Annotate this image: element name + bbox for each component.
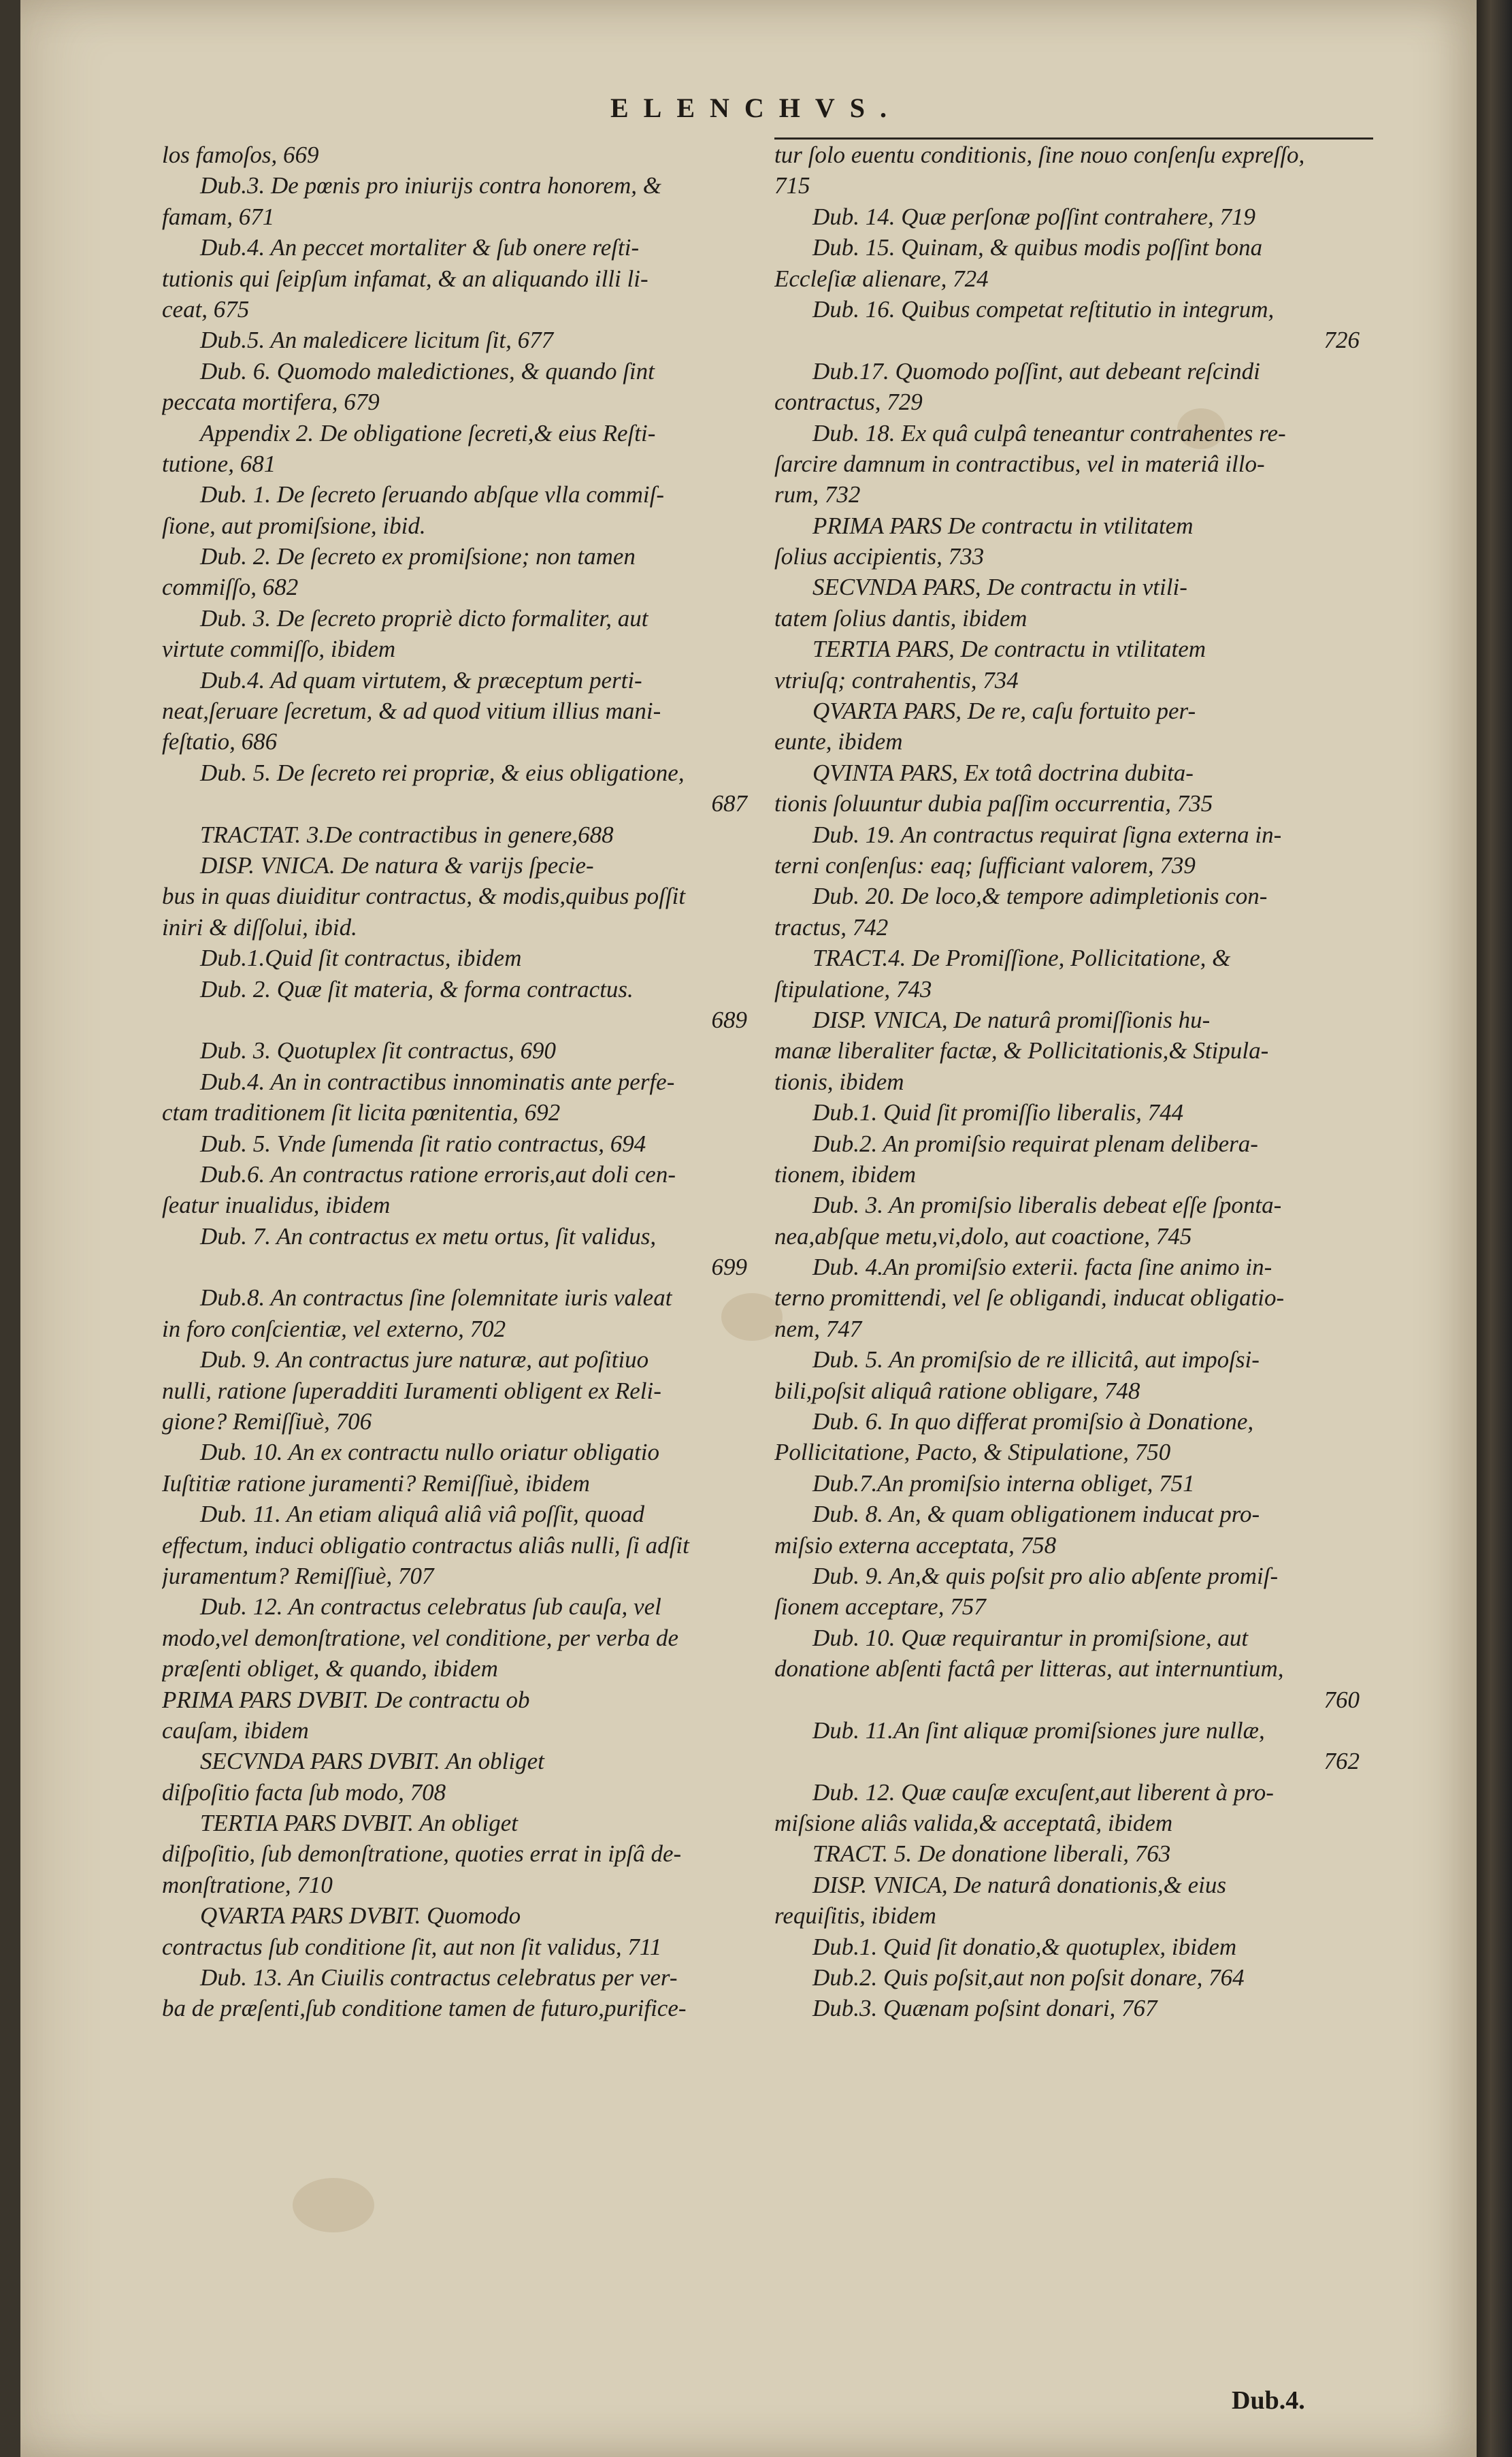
index-line: Dub. 14. Quæ perſonæ poſſint contrahere, 719 [812,203,1256,230]
index-line: 687 [711,790,747,817]
index-line: feſtatio, 686 [162,728,278,755]
index-line: tionis ſoluuntur dubia paſſim occurrentia, 735 [774,790,1213,817]
index-line: QVINTA PARS, Ex totâ doctrina dubita- [812,759,1194,786]
right-column [774,140,1373,2024]
index-line: famam, 671 [162,203,275,230]
index-line: 689 [711,1006,747,1033]
index-line: Dub. 15. Quinam, & quibus modis poſſint bona [812,234,1263,261]
index-line: in foro conſcientiæ, vel externo, 702 [162,1315,506,1342]
index-line: Dub. 4.An promiſsio exterii. facta ſine animo in- [812,1254,1272,1281]
index-line: Dub.17. Quomodo poſſint, aut debeant reſcindi [812,357,1260,385]
index-line: iniri & diſſolui, ibid. [162,913,357,941]
index-line: 760 [1324,1686,1360,1713]
catchword: Dub.4. [1232,2386,1305,2415]
index-line: Dub. 10. Quæ requirantur in promiſsione, aut [812,1624,1249,1651]
index-line: DISP. VNICA, De naturâ donationis,& eius [812,1871,1226,1898]
index-line: gione? Remiſſiuè, 706 [162,1408,372,1435]
index-line: Dub. 18. Ex quâ culpâ teneantur contrahentes re- [812,419,1286,446]
index-line: Dub. 9. An,& quis poſsit pro alio abſente promiſ- [812,1562,1279,1589]
index-line: commiſſo, 682 [162,574,299,601]
index-line: 715 [774,172,810,199]
index-line: 762 [1324,1748,1360,1775]
index-line: contractus ſub conditione ſit, aut non ſit validus, 711 [162,1933,662,1960]
index-line: terni conſenſus: eaq; ſufficiant valorem, 739 [774,851,1196,879]
index-line: Dub. 2. Quæ ſit materia, & forma contractus. [200,975,634,1003]
index-line: DISP. VNICA. De natura & varijs ſpecie- [200,851,594,879]
index-line: monſtratione, 710 [162,1871,333,1898]
index-line: Dub.7.An promiſsio interna obliget, 751 [812,1469,1195,1497]
index-line: Dub. 5. De ſecreto rei propriæ, & eius obligatione, [200,759,685,786]
index-line: modo,vel demonſtratione, vel conditione, per verba de [162,1624,679,1651]
index-line: Dub. 5. Vnde ſumenda ſit ratio contractus, 694 [200,1130,646,1157]
index-line: Dub.6. An contractus ratione erroris,aut doli cen- [200,1160,676,1188]
index-line: Dub. 6. In quo differat promiſsio à Donatione, [812,1408,1254,1435]
index-line: diſpoſitio facta ſub modo, 708 [162,1778,446,1806]
index-line: præſenti obliget, & quando, ibidem [162,1655,498,1682]
index-line: neat,ſeruare ſecretum, & ad quod vitium illius mani- [162,698,661,725]
index-line: los famoſos, 669 [162,142,319,168]
index-line: manæ liberaliter factæ, & Pollicitationis,& Stipula- [774,1037,1269,1064]
index-line: tionem, ibidem [774,1160,917,1188]
index-line: Dub. 13. An Ciuilis contractus celebratus per ver- [200,1964,678,1991]
index-line: virtute commiſſo, ibidem [162,636,396,663]
index-line: PRIMA PARS DVBIT. De contractu ob [162,1686,530,1713]
index-line: Iuſtitiæ ratione juramenti? Remiſſiuè, ibidem [162,1469,590,1497]
index-line: TERTIA PARS, De contractu in vtilitatem [812,636,1206,663]
index-line: ſarcire damnum in contractibus, vel in materiâ illo- [774,450,1265,477]
index-line: effectum, induci obligatio contractus aliâs nulli, ſi adſit [162,1531,689,1559]
index-line: tur ſolo euentu conditionis, ſine nouo conſenſu expreſſo, [774,137,1373,170]
index-line: Dub. 9. An contractus jure naturæ, aut poſitiuo [200,1346,649,1373]
index-line: Dub. 12. An contractus celebratus ſub cauſa, vel [200,1593,661,1621]
index-line: ba de præſenti,ſub conditione tamen de futuro,purifice- [162,1995,687,2022]
index-line: vtriuſq; contrahentis, 734 [774,666,1019,694]
index-line: peccata mortifera, 679 [162,389,380,416]
index-line: Dub.1. Quid ſit promiſſio liberalis, 744 [812,1099,1184,1126]
index-line: tractus, 742 [774,913,889,941]
index-line: Eccleſiæ alienare, 724 [774,265,989,292]
index-line: juramentum? Remiſſiuè, 707 [162,1562,434,1589]
index-line: Dub. 12. Quæ cauſæ excuſent,aut liberent à pro- [812,1778,1274,1806]
index-line: Dub. 3. An promiſsio liberalis debeat eſſe ſponta- [812,1192,1282,1219]
index-line: Dub. 11.An ſint aliquæ promiſsiones jure nullæ, [812,1716,1265,1744]
index-line: Dub. 16. Quibus competat reſtitutio in integrum, [812,295,1275,323]
index-line: Dub.1. Quid ſit donatio,& quotuplex, ibidem [812,1933,1237,1960]
index-line: miſsio externa acceptata, 758 [774,1531,1057,1559]
index-line: Dub.1.Quid ſit contractus, ibidem [200,945,522,972]
index-line: eunte, ibidem [774,728,903,755]
index-line: requiſitis, ibidem [774,1902,936,1930]
index-line: TRACTAT. 3.De contractibus in genere,688 [200,821,614,848]
book-binding-edge [1477,0,1512,2457]
index-line: QVARTA PARS, De re, caſu fortuito per- [812,698,1196,725]
index-line: ceat, 675 [162,295,250,323]
index-line: ſtipulatione, 743 [774,975,932,1003]
index-line: Dub. 10. An ex contractu nullo oriatur obligatio [200,1439,660,1466]
index-line: Dub.4. An peccet mortaliter & ſub onere reſti- [200,234,640,261]
index-line: Dub. 8. An, & quam obligationem inducat pro- [812,1501,1260,1528]
index-line: donatione abſenti factâ per litteras, aut internuntium, [774,1655,1284,1682]
index-line: Dub. 3. Quotuplex ſit contractus, 690 [200,1037,557,1064]
index-line: tutionis qui ſeipſum infamat, & an aliquando illi li- [162,265,648,292]
index-line: rum, 732 [774,481,861,508]
index-line: Dub.3. Quænam poſsint donari, 767 [812,1995,1157,2022]
index-line: ſionem acceptare, 757 [774,1593,986,1621]
index-line: 699 [711,1254,747,1281]
index-line: DISP. VNICA, De naturâ promiſſionis hu- [812,1006,1211,1033]
index-line: bus in quas diuiditur contractus, & modis,quibus poſſit [162,883,686,910]
index-line: nulli, ratione ſuperadditi Iuramenti obligent ex Reli- [162,1377,661,1404]
index-line: Dub. 11. An etiam aliquâ aliâ viâ poſſit, quoad [200,1501,644,1528]
index-line: ſolius accipientis, 733 [774,543,985,570]
index-line: Dub. 20. De loco,& tempore adimpletionis con- [812,883,1268,910]
index-line: Dub. 2. De ſecreto ex promiſsione; non tamen [200,543,636,570]
index-line: ſione, aut promiſsione, ibid. [162,512,426,539]
index-line: miſsione aliâs valida,& acceptatâ, ibidem [774,1810,1173,1837]
index-line: nea,abſque metu,vi,dolo, aut coactione, 745 [774,1222,1192,1250]
index-line: bili,poſsit aliquâ ratione obligare, 748 [774,1377,1140,1404]
index-line: diſpoſitio, ſub demonſtratione, quoties errat in ipſâ de- [162,1840,682,1868]
index-line: Dub. 6. Quomodo maledictiones, & quando ſint [200,357,655,385]
index-line: Dub.2. An promiſsio requirat plenam delibera- [812,1130,1258,1157]
index-line: terno promittendi, vel ſe obligandi, inducat obligatio- [774,1284,1285,1312]
running-header: ELENCHVS. [610,93,902,123]
index-line: Dub.4. Ad quam virtutem, & præceptum perti- [200,666,642,694]
index-line: TRACT.4. De Promiſſione, Pollicitatione, & [812,945,1231,972]
index-line: nem, 747 [774,1315,862,1342]
index-line: Appendix 2. De obligatione ſecreti,& eius Reſti- [200,419,656,446]
index-line: Dub. 19. An contractus requirat ſigna externa in- [812,821,1282,848]
index-line: Dub. 7. An contractus ex metu ortus, ſit validus, [200,1222,657,1250]
index-line: TRACT. 5. De donatione liberali, 763 [812,1840,1171,1868]
index-line: Dub.2. Quis poſsit,aut non poſsit donare, 764 [812,1964,1245,1991]
index-line: SECVNDA PARS, De contractu in vtili- [812,574,1187,601]
index-line: Dub.5. An maledicere licitum ſit, 677 [200,327,554,354]
index-line: contractus, 729 [774,389,923,416]
index-line: Dub.4. An in contractibus innominatis ante perfe- [200,1068,675,1095]
index-line: Dub.3. De pœnis pro iniurijs contra honorem, & [200,172,661,199]
index-line: Dub. 5. An promiſsio de re illicitâ, aut impoſsi- [812,1346,1260,1373]
index-line: Dub. 3. De ſecreto propriè dicto formaliter, aut [200,604,648,632]
index-line: Dub.8. An contractus ſine ſolemnitate iuris valeat [200,1284,672,1312]
left-column [162,140,761,2024]
index-line: tionis, ibidem [774,1068,904,1095]
index-line: tatem ſolius dantis, ibidem [774,604,1028,632]
index-line: tutione, 681 [162,450,276,477]
index-line: ſeatur inualidus, ibidem [162,1192,391,1219]
index-line: PRIMA PARS De contractu in vtilitatem [812,512,1194,539]
index-line: TERTIA PARS DVBIT. An obliget [200,1810,518,1837]
index-line: Dub. 1. De ſecreto ſeruando abſque vlla commiſ- [200,481,665,508]
index-line: SECVNDA PARS DVBIT. An obliget [200,1748,544,1775]
index-line: ctam traditionem ſit licita pœnitentia, 692 [162,1099,561,1126]
index-line: cauſam, ibidem [162,1716,309,1744]
index-line: 726 [1324,327,1360,354]
index-line: QVARTA PARS DVBIT. Quomodo [200,1902,521,1930]
index-line: Pollicitatione, Pacto, & Stipulatione, 750 [774,1439,1171,1466]
